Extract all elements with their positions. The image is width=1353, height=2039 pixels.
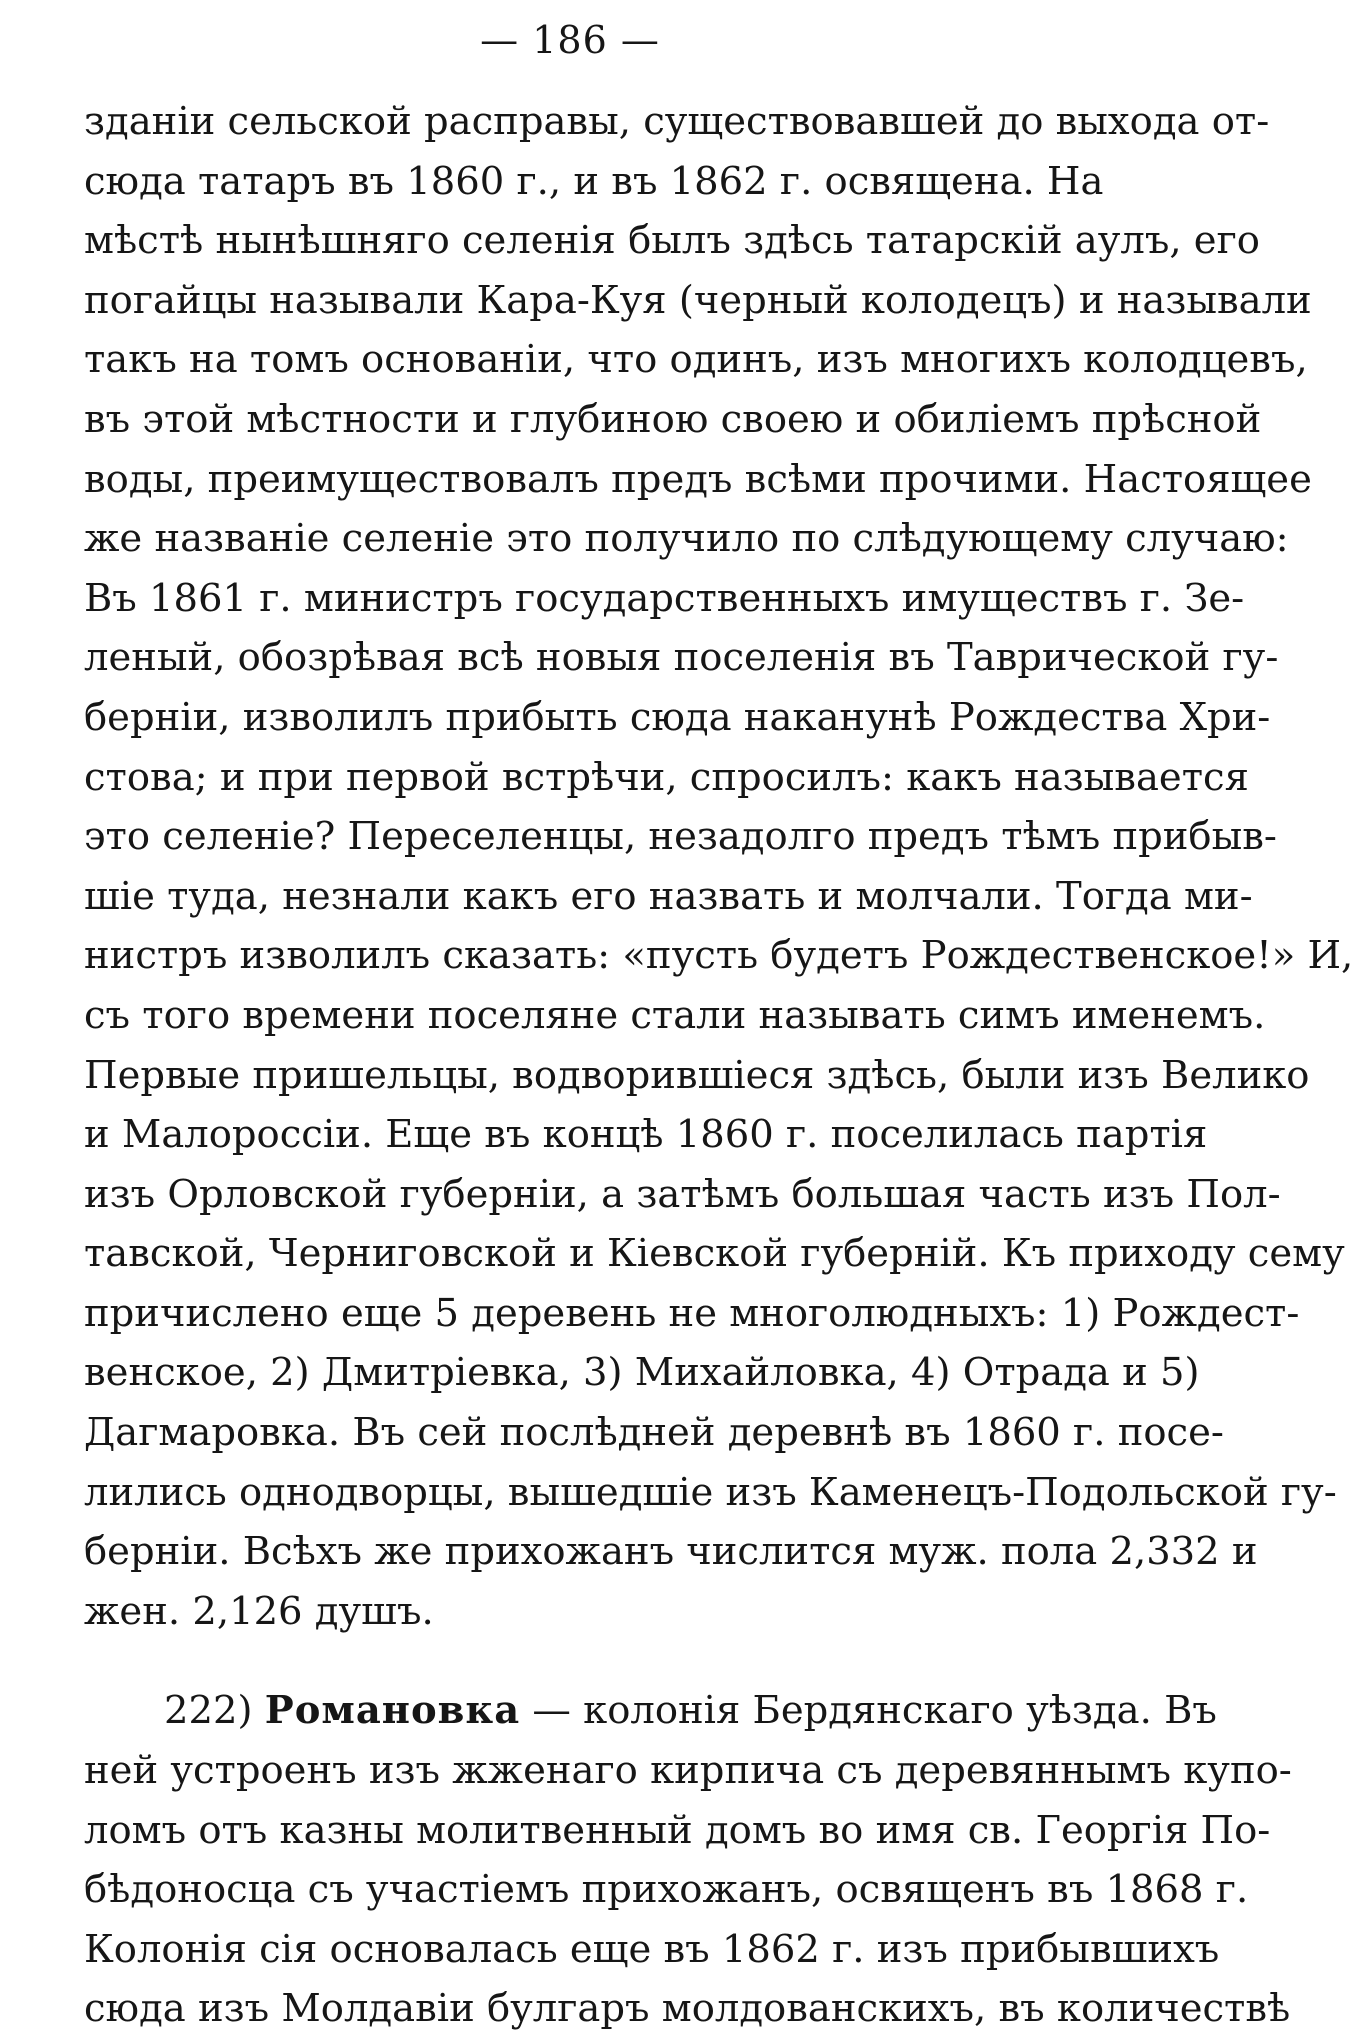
paragraph-2 — [84, 1681, 1292, 2039]
text-line: леный, обозрѣвая всѣ новыя поселенія въ Таврической гу- — [84, 635, 1279, 681]
entry-heading-rest: — колонія Бердянскаго уѣзда. Въ — [532, 1688, 1217, 1734]
text-line: съ того времени поселяне стали называть симъ именемъ. — [84, 992, 1266, 1038]
text-line: зданіи сельской расправы, существовавшей до выхода от- — [84, 99, 1270, 144]
text-line: и Малороссіи. Еще въ концѣ 1860 г. поселилась партія — [84, 1112, 1208, 1158]
text-line: сюда татаръ въ 1860 г., и въ 1862 г. освящена. На — [84, 158, 1104, 204]
text-line: причислено еще 5 деревень не многолюдныхъ: 1) Рождест- — [84, 1290, 1300, 1336]
text-line: Колонія сія основалась еще въ 1862 г. изъ прибывшихъ — [84, 1926, 1220, 1972]
body-text — [84, 92, 1353, 2039]
text-line: Первые пришельцы, водворившіеся здѣсь, были изъ Велико — [84, 1052, 1310, 1098]
text-line: такъ на томъ основаніи, что одинъ, изъ многихъ колодцевъ, — [84, 337, 1308, 383]
text-line: сюда изъ Молдавіи булгаръ молдованскихъ, въ количествѣ — [84, 1986, 1291, 2032]
text-line: воды, преимуществовалъ предъ всѣми прочими. Настоящее — [84, 456, 1312, 502]
text-line: ломъ отъ казны молитвенный домъ во имя св. Георгія По- — [84, 1807, 1271, 1853]
paragraph-1 — [84, 92, 1353, 1641]
text-line: стова; и при первой встрѣчи, спросилъ: какъ называется — [84, 754, 1249, 800]
text-line: Въ 1861 г. министръ государственныхъ имуществъ г. Зе- — [84, 575, 1245, 621]
text-line: лились однодворцы, вышедшіе изъ Каменецъ-Подольской гу- — [84, 1469, 1337, 1515]
text-line: жен. 2,126 душъ. — [84, 1588, 434, 1634]
text-line: тавской, Черниговской и Кіевской губерній. Къ приходу сему — [84, 1231, 1345, 1277]
text-line: это селеніе? Переселенцы, незадолго предъ тѣмъ прибыв- — [84, 814, 1277, 860]
text-line: Дагмаровка. Въ сей послѣдней деревнѣ въ 1860 г. посе- — [84, 1410, 1224, 1456]
text-line: же названіе селеніе это получило по слѣдующему случаю: — [84, 516, 1289, 562]
text-line: бѣдоносца съ участіемъ прихожанъ, освященъ въ 1868 г. — [84, 1867, 1249, 1913]
text-line: ней устроенъ изъ жженаго кирпича съ деревяннымъ купо- — [84, 1748, 1292, 1794]
text-line: берніи. Всѣхъ же прихожанъ числится муж. пола 2,332 и — [84, 1529, 1258, 1575]
page-number: — 186 — — [480, 18, 660, 62]
text-line: мѣстѣ нынѣшняго селенія былъ здѣсь татарскій аулъ, его — [84, 218, 1260, 264]
entry-heading: Романовка — [264, 1688, 521, 1734]
text-line — [84, 1681, 1217, 1741]
text-line: изъ Орловской губерніи, а затѣмъ большая часть изъ Пол- — [84, 1171, 1281, 1217]
text-line: нистръ изволилъ сказать: «пусть будетъ Рождественское!» И, — [84, 933, 1353, 979]
text-line: погайцы называли Кара-Куя (черный колодецъ) и называли — [84, 277, 1312, 323]
text-line: берніи, изволилъ прибыть сюда наканунѣ Рождества Хри- — [84, 694, 1271, 740]
text-line: венское, 2) Дмитріевка, 3) Михайловка, 4) Отрада и 5) — [84, 1350, 1200, 1396]
text-line: шіе туда, незнали какъ его назвать и молчали. Тогда ми- — [84, 873, 1253, 919]
text-line: въ этой мѣстности и глубиною своею и обиліемъ прѣсной — [84, 396, 1262, 442]
entry-number: 222) — [164, 1688, 253, 1734]
